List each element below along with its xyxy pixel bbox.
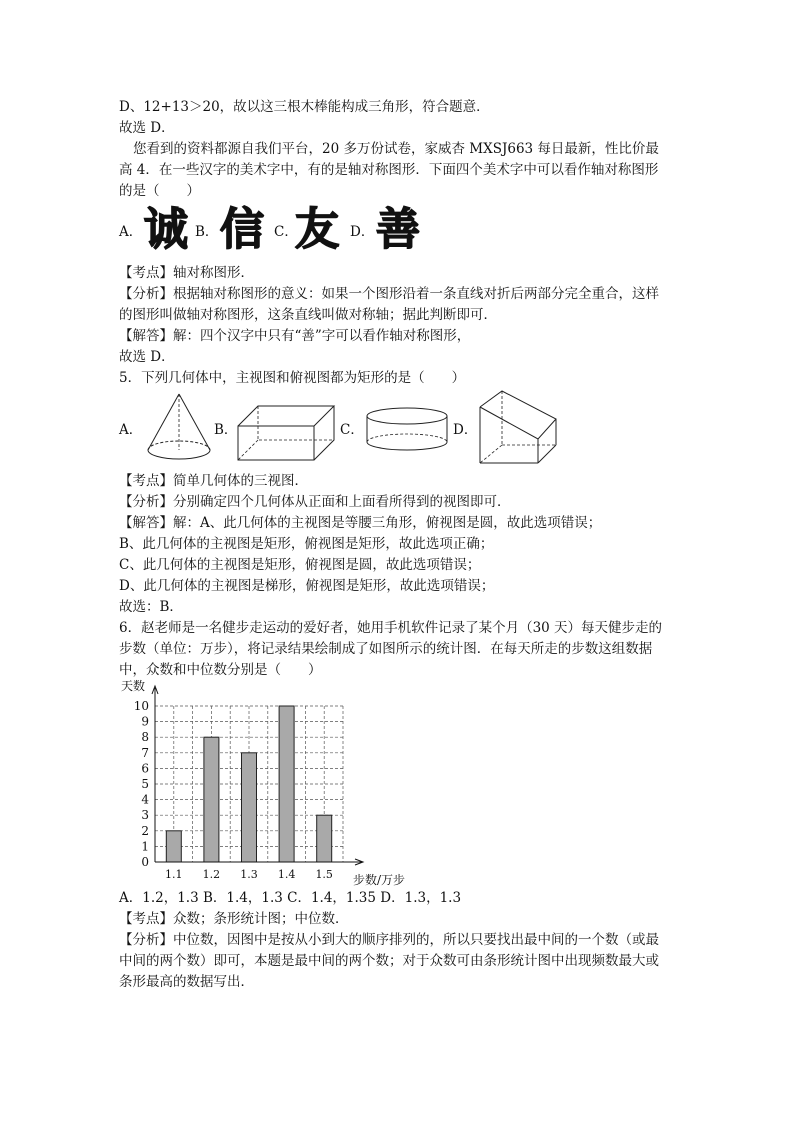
bar — [166, 831, 181, 862]
x-tick-label: 1.1 — [165, 868, 183, 881]
text-line: 【考点】众数；条形统计图；中位数． — [119, 911, 349, 927]
text-line: 【解答】解：A、此几何体的主视图是等腰三角形，俯视图是圆，故此选项错误； — [119, 515, 602, 531]
cone-icon — [144, 392, 214, 466]
text-line: 故选 D． — [119, 120, 175, 136]
option-d-label: D． — [453, 422, 478, 438]
y-tick-label: 8 — [141, 730, 149, 745]
option-b-label: B． — [195, 224, 219, 240]
y-tick-label: 2 — [141, 823, 149, 838]
text-line: 的是（ ） — [119, 183, 200, 199]
text-line: 您看到的资料都源自我们平台，20 多万份试卷，家威杏 MXSJ663 每日最新，性比价最 — [133, 141, 659, 157]
y-tick-label: 10 — [133, 699, 149, 713]
option-d-label: D． — [350, 224, 375, 240]
y-tick-label: 7 — [141, 745, 149, 760]
text-line: 【分析】根据轴对称图形的意义：如果一个图形沿着一条直线对折后两部分完全重合，这样 — [119, 286, 659, 302]
text-line: 中间的两个数）即可，本题是最中间的两个数；对于众数可由条形统计图中出现频数最大或 — [119, 953, 659, 969]
text-line: 6．赵老师是一名健步走运动的爱好者，她用手机软件记录了某个月（30 天）每天健步走的 — [119, 620, 663, 636]
text-line: 条形最高的数据写出． — [119, 974, 254, 990]
y-tick-label: 3 — [141, 808, 149, 823]
text-line: 【考点】简单几何体的三视图． — [119, 473, 308, 489]
text-line: 步数（单位：万步），将记录结果绘制成了如图所示的统计图．在每天所走的步数这组数据 — [119, 641, 653, 657]
option-a-label: A． — [119, 422, 143, 438]
text-line: 故选：B． — [119, 599, 183, 615]
x-tick-label: 1.3 — [240, 868, 258, 881]
text-line: 高 4．在一些汉字的美术字中，有的是轴对称图形．下面四个美术字中可以看作轴对称图形 — [119, 162, 659, 178]
x-tick-label: 1.2 — [202, 868, 221, 881]
text-line: 【考点】轴对称图形． — [119, 265, 254, 281]
text-line: 的图形叫做轴对称图形，这条直线叫做对称轴；据此判断即可． — [119, 307, 497, 323]
cuboid-icon — [236, 404, 336, 462]
prism-icon — [476, 389, 566, 467]
art-char-you: 友 — [295, 204, 339, 255]
option-b-label: B． — [214, 422, 238, 438]
x-axis-label: 步数/万步 — [353, 873, 406, 887]
art-char-cheng: 诚 — [144, 204, 188, 255]
option-c-label: C． — [340, 422, 364, 438]
option-a-label: A． — [119, 224, 143, 240]
cylinder-icon — [364, 406, 450, 454]
y-tick-label: 1 — [141, 839, 149, 854]
bar-chart — [119, 678, 406, 888]
text-line: D、12+13＞20，故以这三根木棒能构成三角形，符合题意． — [119, 99, 490, 115]
text-line: 【分析】分别确定四个几何体从正面和上面看所得到的视图即可． — [119, 494, 511, 510]
bar — [317, 815, 332, 862]
text-line: B、此几何体的主视图是矩形，俯视图是矩形，故此选项正确； — [119, 536, 494, 552]
x-tick-label: 1.5 — [315, 868, 333, 881]
text-line: 故选 D． — [119, 349, 175, 365]
text-line: A．1.2，1.3 B．1.4，1.3 C．1.4，1.35 D．1.3，1.3 — [119, 890, 462, 906]
text-line: 【解答】解：四个汉字中只有“善”字可以看作轴对称图形， — [119, 328, 471, 344]
y-tick-label: 9 — [141, 714, 149, 729]
text-line: 5．下列几何体中，主视图和俯视图都为矩形的是（ ） — [119, 370, 466, 386]
bar — [279, 706, 294, 862]
text-line: D、此几何体的主视图是梯形，俯视图是矩形，故此选项错误； — [119, 578, 495, 594]
y-tick-label: 0 — [141, 855, 149, 869]
text-line: C、此几何体的主视图是矩形，俯视图是圆，故此选项错误； — [119, 557, 481, 573]
option-c-label: C． — [274, 224, 298, 240]
y-tick-label: 5 — [141, 777, 149, 791]
y-axis-label: 天数 — [121, 679, 146, 693]
art-char-shan: 善 — [376, 204, 420, 255]
bar — [204, 737, 219, 862]
y-tick-label: 4 — [141, 792, 149, 807]
bar — [242, 753, 257, 862]
y-tick-label: 6 — [141, 761, 149, 776]
text-line: 【分析】中位数，因图中是按从小到大的顺序排列的，所以只要找出最中间的一个数（或最 — [119, 932, 659, 948]
x-tick-label: 1.4 — [277, 868, 296, 881]
art-char-xin: 信 — [220, 204, 264, 255]
text-line: 中，众数和中位数分别是（ ） — [119, 662, 322, 678]
